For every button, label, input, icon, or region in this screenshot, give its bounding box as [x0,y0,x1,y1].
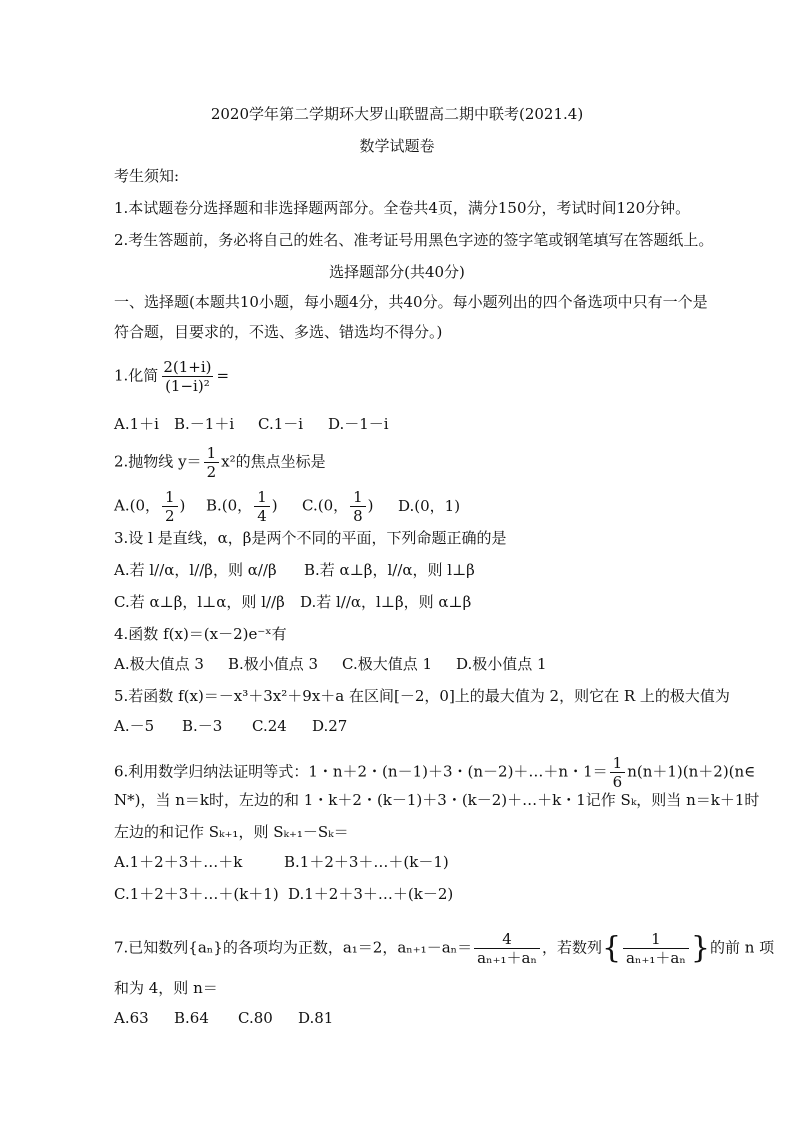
question-3-options-row-2 [114,592,471,612]
exam-subtitle: 数学试题卷 [359,137,435,155]
option-c: C.极大值点 1 [342,655,433,673]
option-d: D.81 [298,1009,334,1027]
exam-title: 2020学年第二学期环大罗山联盟高二期中联考(2021.4) [210,105,584,123]
option-a: A.极大值点 3 [114,655,204,673]
section-intro-1: 一、选择题(本题共10小题，每小题4分，共40分。每小题列出的四个备选项中只有一个是 [114,293,708,311]
notice-item-2: 2.考生答题前，务必将自己的姓名、准考证号用黑色字迹的签字笔或钢笔填写在答题纸上。 [114,231,714,249]
option-a: A.若 l//α，l//β，则 α//β [114,561,277,579]
question-7-options [114,1008,333,1028]
option-d: D.极小值点 1 [456,655,547,673]
left-brace: { [601,930,622,966]
question-3-stem: 3.设 l 是直线，α，β是两个不同的平面，下列命题正确的是 [114,529,507,547]
fraction: $\frac{1}{2}$ [204,444,220,481]
question-1-stem: 1.化简 $\frac{2(1+i)}{\text{(1−i)²}}$ = [114,358,230,395]
option-a: A.1＋2＋3＋…＋k [114,853,243,871]
option-a: A.－5 [114,717,155,735]
question-3-options-row-1 [114,560,475,580]
option-b: B.－1＋i [174,415,235,433]
fraction: $\frac{2(1+i)}{\text{(1−i)²}}$ [163,358,212,395]
option-d: D.(0，1) [398,496,461,515]
notice-item-1: 1.本试题卷分选择题和非选择题两部分。全卷共4页，满分150分，考试时间120分钟。 [114,199,691,217]
question-5-options [114,716,347,736]
option-b: B.(0， $\frac{1}{4}$ ) [206,488,278,525]
option-c: C.若 α⊥β，l⊥α，则 l//β [114,593,285,611]
question-6-stem-line-3: 左边的和记作 Sₖ₊₁，则 Sₖ₊₁－Sₖ＝ [114,823,349,841]
option-b: B.1＋2＋3＋…＋(k－1) [284,853,449,871]
fraction: $\frac{4}{\text{aₙ₊₁＋aₙ}}$ [474,930,540,967]
option-c: C.1＋2＋3＋…＋(k＋1) [114,885,279,903]
question-4-stem: 4.函数 f(x)＝(x－2)e⁻ˣ有 [114,625,287,643]
option-a: A.(0， $\frac{1}{2}$ ) [114,488,186,525]
question-6-stem-line-2: N*)，当 n＝k时，左边的和 1・k＋2・(k－1)＋3・(k－2)＋…＋k・1记作 Sₖ，则当 n＝k＋1时 [114,791,760,809]
option-c: C.1－i [258,415,304,433]
option-b: B.－3 [182,717,223,735]
fraction: $\frac{1}{\text{aₙ₊₁＋aₙ}}$ [623,930,689,967]
option-d: D.1＋2＋3＋…＋(k－2) [288,885,454,903]
question-1-options [114,414,389,434]
fraction: $\frac{1}{6}$ [610,754,626,791]
option-d: D.27 [312,717,348,735]
question-6-options-row-2 [114,884,453,904]
option-b: B.若 α⊥β，l//α，则 l⊥β [304,561,475,579]
question-2-stem: 2.抛物线 y＝ $\frac{1}{2}$ x²的焦点坐标是 [114,444,326,481]
question-7-stem-line-2: 和为 4，则 n＝ [114,979,218,997]
right-brace: } [690,930,710,966]
question-7-stem-line-1: 7.已知数列{aₙ}的各项均为正数，a₁＝2，aₙ₊₁－aₙ＝ $\frac{4}{\text{aₙ₊₁＋aₙ}}$ ，若数列{ $\frac{1}{\text{aₙ₊₁＋aₙ}}$ }的前 n 项 [114,930,775,967]
option-b: B.极小值点 3 [228,655,319,673]
section-intro-2: 符合题，目要求的，不选、多选、错选均不得分。) [114,323,443,341]
question-5-stem: 5.若函数 f(x)＝－x³＋3x²＋9x＋a 在区间[－2，0]上的最大值为 2，则它在 R 上的极大值为 [114,687,730,705]
option-c: C.24 [252,717,287,735]
option-d: D.若 l//α，l⊥β，则 α⊥β [300,593,472,611]
option-c: C.80 [238,1009,273,1027]
option-a: A.63 [114,1009,149,1027]
question-6-stem-line-1: 6.利用数学归纳法证明等式：1・n＋2・(n－1)＋3・(n－2)＋…＋n・1＝ $\frac{1}{6}$ n(n＋1)(n＋2)(n∈ [114,754,756,791]
option-a: A.1＋i [114,415,159,433]
option-b: B.64 [174,1009,209,1027]
notice-heading: 考生须知: [114,167,180,185]
option-c: C.(0， $\frac{1}{8}$ ) [302,488,374,525]
question-4-options [114,654,547,674]
question-6-options-row-1 [114,852,449,872]
question-2-options [114,488,460,525]
option-d: D.－1－i [328,415,389,433]
section-title: 选择题部分(共40分) [329,263,465,281]
